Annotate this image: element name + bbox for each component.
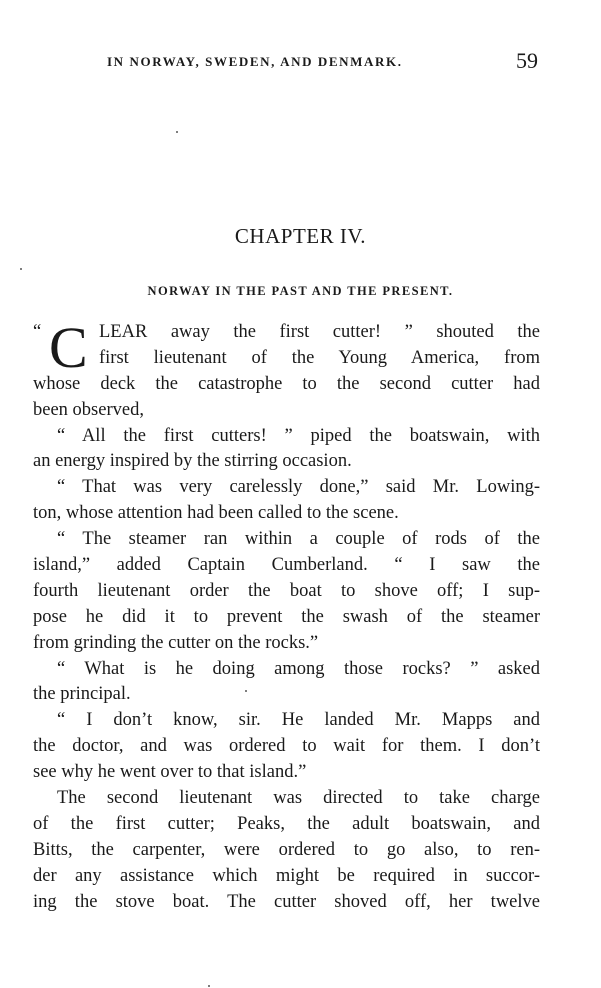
drop-cap: C [49, 315, 88, 380]
print-speck [20, 268, 22, 270]
text-line: “ That was very carelessly done,” said Mr. Lowing- [57, 477, 540, 498]
text-line: the doctor, and was ordered to wait for them. I don’t [33, 736, 540, 757]
text-line: The second lieutenant was directed to take charge [57, 788, 540, 809]
running-title: IN NORWAY, SWEDEN, AND DENMARK. [107, 54, 403, 69]
text-line: fourth lieutenant order the boat to shove off; I sup- [33, 580, 540, 601]
page-number: 59 [516, 48, 538, 73]
text-line: island,” added Captain Cumberland. “ I saw the [33, 555, 540, 576]
text-line: an energy inspired by the stirring occasion. [33, 451, 352, 472]
text-line: first lieutenant of the Young America, from [99, 347, 540, 368]
text-line: see why he went over to that island.” [33, 762, 307, 783]
opening-quote: “ [33, 322, 42, 342]
text-line: “ I don’t know, sir. He landed Mr. Mapps and [57, 710, 540, 731]
text-line: “ The steamer ran within a couple of rods of the [57, 529, 540, 550]
body-text [33, 315, 540, 915]
text-line: “ What is he doing among those rocks? ” asked [57, 658, 540, 679]
text-line: ing the stove boat. The cutter shoved off, her twelve [33, 891, 540, 912]
text-line: der any assistance which might be required in succor- [33, 865, 540, 886]
running-header [0, 48, 601, 78]
text-line: been observed, [33, 399, 144, 420]
text-line: from grinding the cutter on the rocks.” [33, 632, 319, 653]
text-line: the principal. [33, 684, 131, 705]
print-speck [176, 131, 178, 133]
text-line: whose deck the catastrophe to the second cutter had [33, 373, 540, 394]
text-line: LEAR away the first cutter! ” shouted the [99, 322, 540, 342]
chapter-subtitle: NORWAY IN THE PAST AND THE PRESENT. [147, 284, 454, 298]
text-line: of the first cutter; Peaks, the adult boatswain, and [33, 813, 540, 834]
text-line: pose he did it to prevent the swash of the steamer [33, 606, 540, 627]
print-speck [208, 985, 210, 987]
text-line: Bitts, the carpenter, were ordered to go also, to ren- [33, 839, 540, 860]
text-line: ton, whose attention had been called to the scene. [33, 503, 399, 524]
chapter-title: CHAPTER IV. [234, 224, 367, 248]
text-line: “ All the first cutters! ” piped the boatswain, with [57, 425, 540, 446]
